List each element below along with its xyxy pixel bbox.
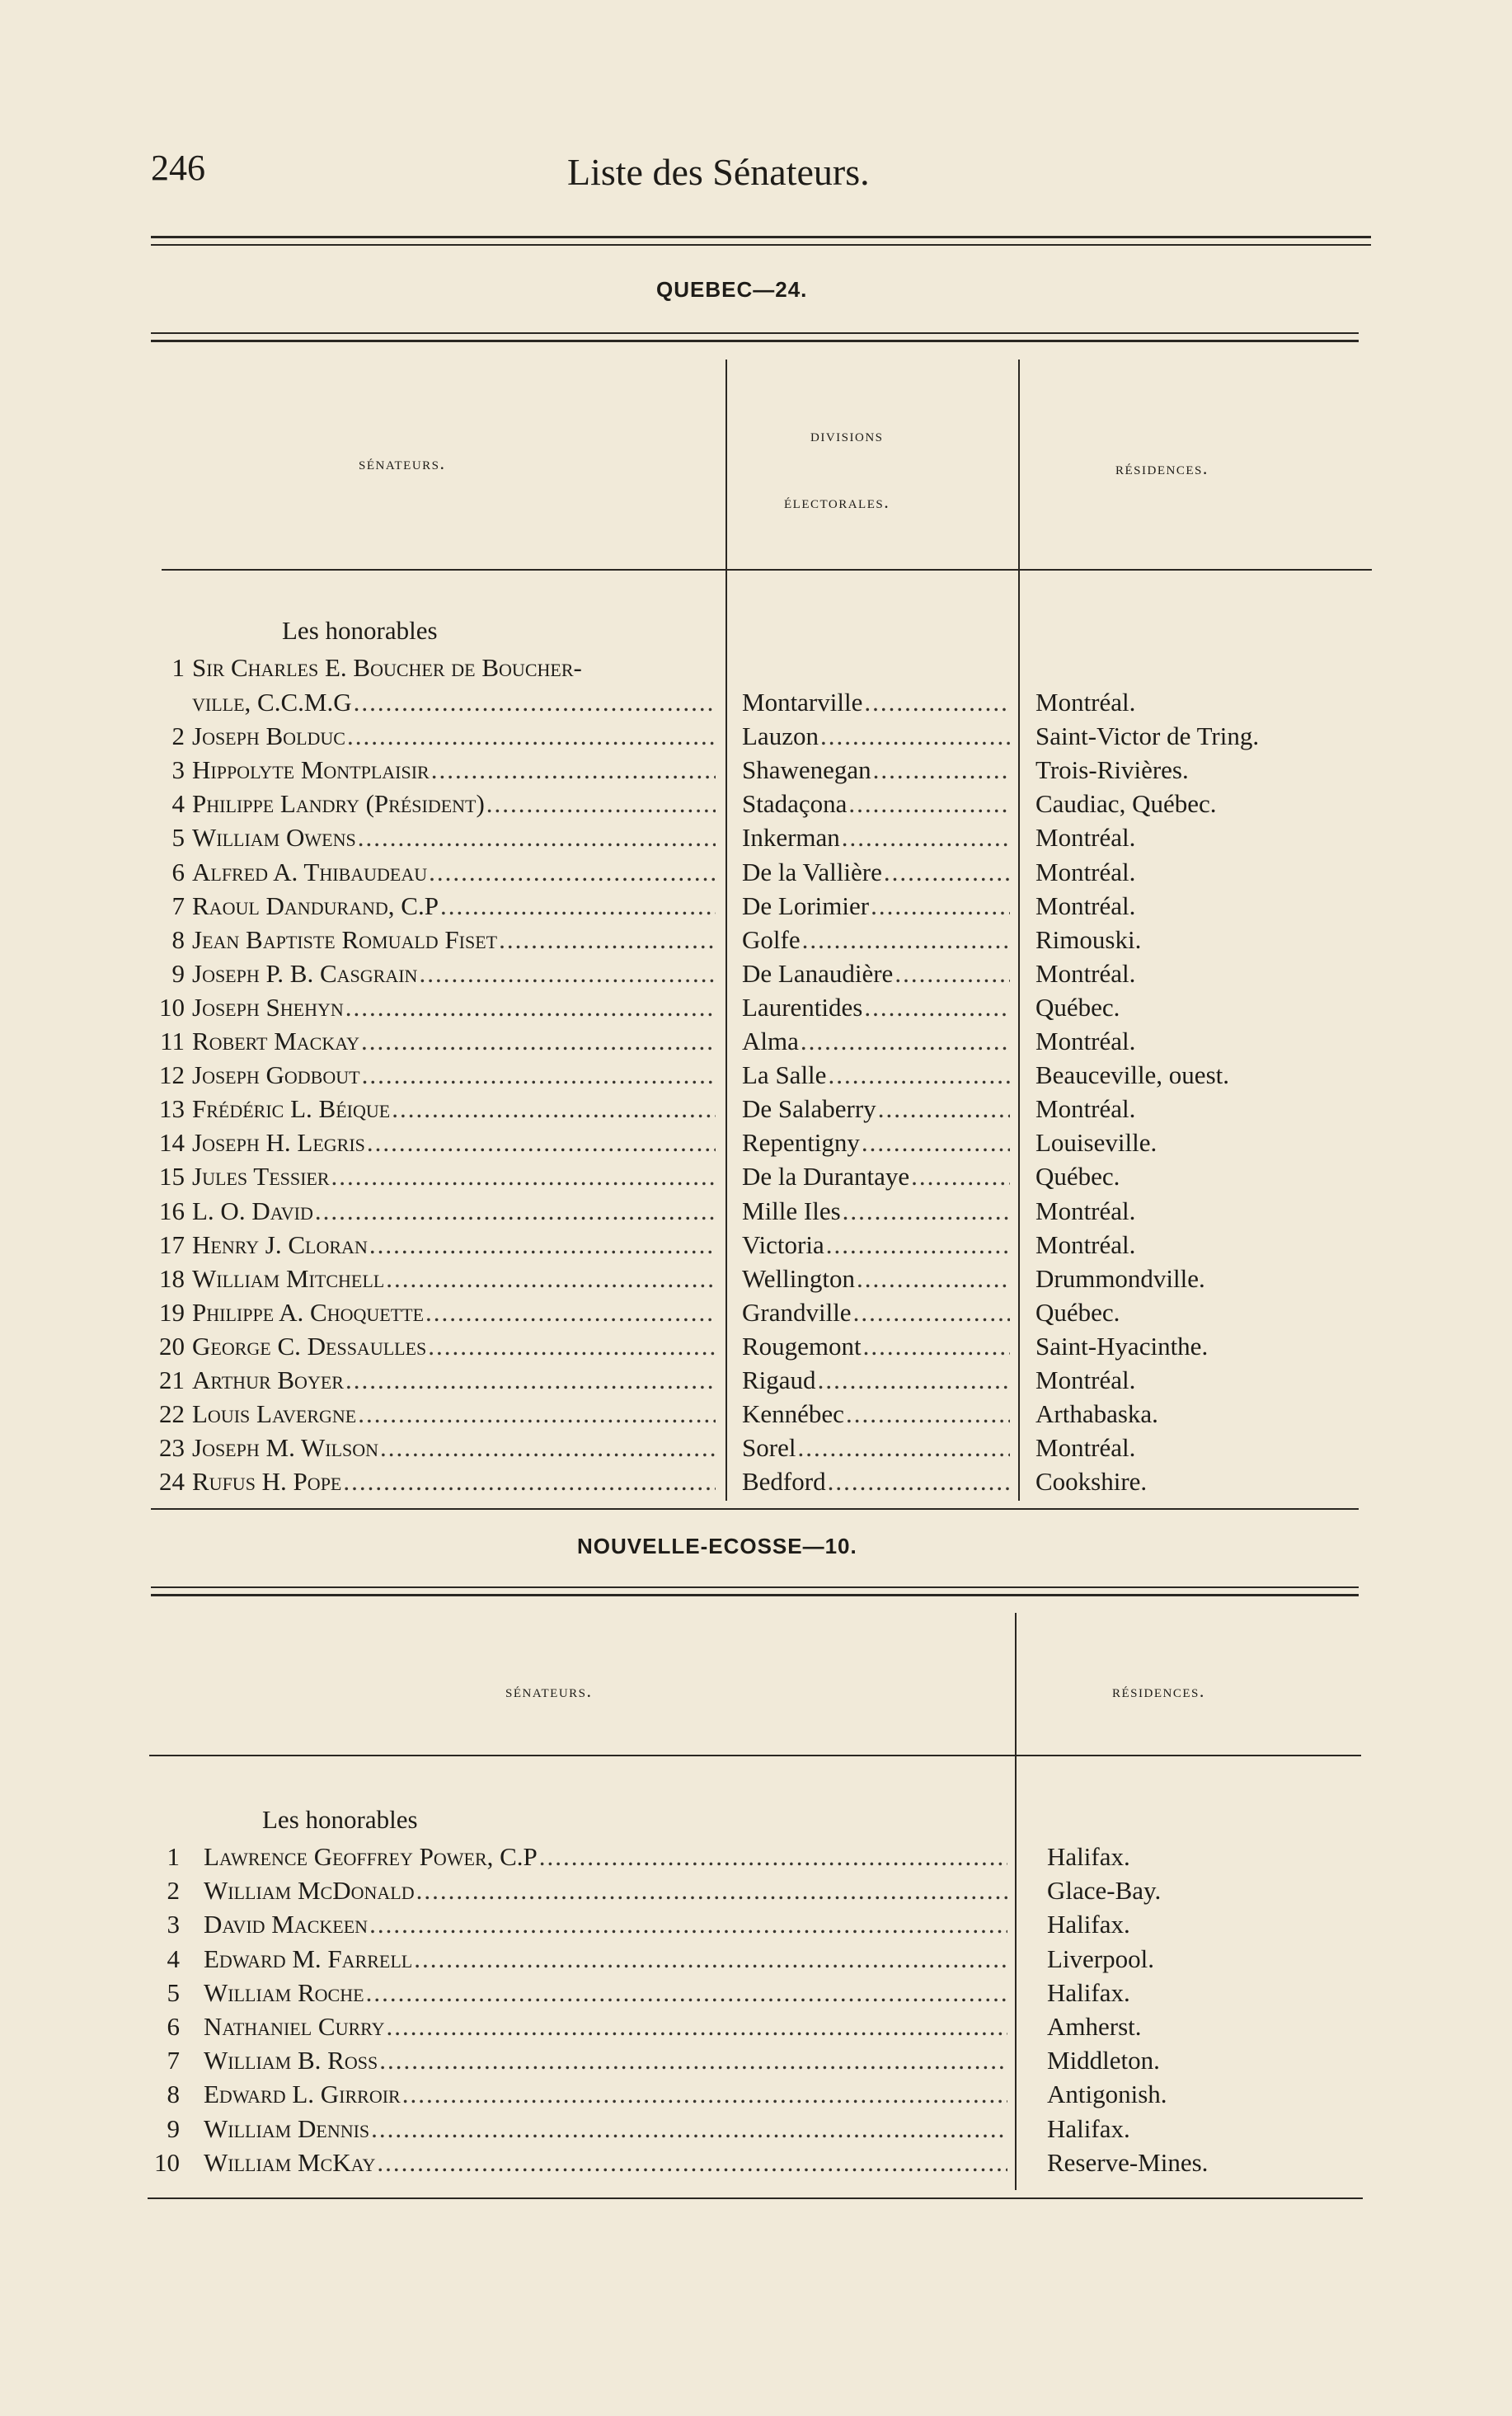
quebec-table-row [0,1159,1512,1193]
quebec-senator-name-text: Raoul Dandurand, C.P [192,891,439,920]
quebec-division-leader [864,990,1010,1024]
quebec-senator-name-text: Frédéric L. Béique [192,1094,391,1123]
quebec-senator-name-text: Robert Mackay [192,1027,359,1055]
quebec-senator-name-leader [354,685,716,719]
nova-scotia-senator-name [204,2043,1007,2077]
quebec-senator-name-leader [347,719,716,753]
quebec-division-leader [826,1228,1010,1262]
quebec-senator-name [192,990,716,1024]
quebec-row-number: 4 [171,789,185,818]
quebec-division [742,820,1010,854]
quebec-senator-name-leader [343,1464,716,1498]
quebec-table-row [0,1431,1512,1464]
quebec-senator-name-text: Joseph H. Legris [192,1128,365,1157]
quebec-residence: Saint-Victor de Tring. [1035,722,1260,750]
nova-scotia-section-title: NOUVELLE-ECOSSE—10. [577,1534,857,1558]
quebec-row-number: 18 [159,1264,185,1293]
quebec-senator-name-text: Arthur Boyer [192,1365,344,1394]
nova-scotia-row-number: 6 [167,2012,180,2041]
nova-scotia-rule-top-2 [151,1594,1359,1596]
quebec-table-row [0,787,1512,820]
nova-scotia-senator-name-text: William McKay [204,2148,376,2177]
quebec-senator-name [192,1126,716,1159]
quebec-senator-name-leader [361,1024,716,1058]
nova-scotia-row-number: 3 [167,1910,180,1939]
quebec-division [742,1329,1010,1363]
quebec-residence: Beauceville, ouest. [1035,1060,1229,1089]
quebec-senator-name [192,1464,716,1498]
quebec-division-text: Victoria [742,1230,824,1259]
quebec-senator-name-leader [386,1262,716,1295]
quebec-table-row [0,1058,1512,1092]
quebec-intro: Les honorables [282,616,438,645]
nova-scotia-senator-name-text: Edward M. Farrell [204,1944,413,1973]
nova-scotia-table-row [0,1907,1512,1941]
quebec-division-leader [853,1295,1010,1329]
nova-scotia-residence: Glace-Bay. [1047,1876,1162,1905]
quebec-row-1-name-line1: Sir Charles E. Boucher de Boucher- [192,653,582,682]
quebec-senator-name-text: Joseph M. Wilson [192,1433,379,1462]
quebec-senator-name [192,1431,716,1464]
quebec-senator-name [192,1262,716,1295]
quebec-residence: Montréal. [1035,823,1136,852]
quebec-header-rule [162,569,1372,571]
quebec-senator-name-leader [429,855,716,889]
quebec-table-row [0,685,1512,719]
quebec-row-1-number: 1 [171,653,185,682]
quebec-division-leader [828,1464,1010,1498]
nova-scotia-residence: Reserve-Mines. [1047,2148,1209,2177]
quebec-row-number: 17 [159,1230,185,1259]
quebec-division-leader [843,1194,1010,1228]
quebec-division-text: Mille Iles [742,1196,841,1225]
nova-scotia-senator-name-text: William Dennis [204,2114,370,2143]
nova-scotia-residence: Liverpool. [1047,1944,1154,1973]
quebec-row-number: 3 [171,755,185,784]
quebec-residence: Saint-Hyacinthe. [1035,1332,1209,1361]
quebec-residence: Montréal. [1035,1196,1136,1225]
quebec-row-number: 19 [159,1298,185,1327]
header-rule-top [151,236,1371,238]
page-title: Liste des Sénateurs. [567,151,870,193]
quebec-division-text: De Lanaudière [742,959,894,988]
nova-scotia-senator-name-leader [379,2043,1007,2077]
quebec-table-row [0,1363,1512,1397]
nova-scotia-senator-name-leader [369,1907,1007,1941]
nova-scotia-senator-name-leader [402,2077,1007,2111]
quebec-senator-name-text: Joseph P. B. Casgrain [192,959,418,988]
quebec-senator-name [192,1159,716,1193]
quebec-table-row [0,1397,1512,1431]
quebec-division-text: De la Vallière [742,858,882,886]
quebec-table-row [0,753,1512,787]
quebec-senator-name-text: Jules Tessier [192,1162,330,1191]
quebec-residence: Montréal. [1035,891,1136,920]
nova-scotia-senator-name [204,1873,1007,1907]
quebec-division [742,1058,1010,1092]
quebec-residence: Montréal. [1035,1433,1136,1462]
nova-scotia-senator-name [204,1942,1007,1976]
quebec-row-number: 10 [159,993,185,1022]
quebec-division-text: Kennébec [742,1399,844,1428]
quebec-division [742,1194,1010,1228]
quebec-division-text: Montarville [742,688,863,717]
nova-scotia-table-row [0,1976,1512,2009]
nova-scotia-table-row [0,2009,1512,2043]
nova-scotia-senator-name-leader [366,1976,1007,2009]
quebec-senator-name [192,1194,716,1228]
quebec-division [742,1397,1010,1431]
nova-scotia-rule-bottom [148,2197,1363,2199]
quebec-division [742,685,1010,719]
quebec-senator-name-leader [380,1431,716,1464]
quebec-senator-name-leader [425,1295,716,1329]
quebec-residence: Québec. [1035,1162,1120,1191]
quebec-division [742,855,1010,889]
quebec-residence: Cookshire. [1035,1467,1148,1496]
quebec-senator-name-text: Jean Baptiste Romuald Fiset [192,925,498,954]
quebec-senator-name [192,1092,716,1126]
quebec-division-text: Shawenegan [742,755,871,784]
quebec-senator-name [192,1058,716,1092]
quebec-senator-name-text: Rufus H. Pope [192,1467,342,1496]
nova-scotia-senator-name-text: Lawrence Geoffrey Power, C.P [204,1842,538,1871]
quebec-rule-top-2 [151,340,1359,342]
quebec-residence: Louiseville. [1035,1128,1157,1157]
nova-scotia-residence: Halifax. [1047,2114,1130,2143]
quebec-division-leader [842,820,1010,854]
quebec-residence: Caudiac, Québec. [1035,789,1217,818]
quebec-division-text: De Lorimier [742,891,870,920]
quebec-division-text: Rougemont [742,1332,862,1361]
quebec-senator-name-leader [315,1194,716,1228]
page-number: 246 [151,148,205,188]
nova-scotia-residence: Halifax. [1047,1842,1130,1871]
quebec-col-residences: résidences. [1115,458,1209,478]
quebec-table-row [0,957,1512,990]
quebec-division-text: Laurentides [742,993,863,1022]
quebec-division-leader [864,685,1010,719]
quebec-residence: Montréal. [1035,688,1136,717]
quebec-senator-name-text: L. O. David [192,1196,313,1225]
nova-scotia-row-number: 2 [167,1876,180,1905]
quebec-senator-name [192,1024,716,1058]
nova-scotia-table-row [0,1840,1512,1873]
quebec-division-text: Grandville [742,1298,852,1327]
nova-scotia-senator-name-text: William B. Ross [204,2046,378,2075]
nova-scotia-row-number: 8 [167,2080,180,2108]
quebec-senator-name-leader [358,1397,716,1431]
quebec-division [742,1262,1010,1295]
quebec-row-number: 23 [159,1433,185,1462]
nova-scotia-senator-name [204,2112,1007,2146]
quebec-residence: Drummondville. [1035,1264,1205,1293]
nova-scotia-row-number: 10 [154,2148,180,2177]
nova-scotia-senator-name-leader [414,1942,1007,1976]
quebec-residence: Montréal. [1035,959,1136,988]
nova-scotia-table-row [0,2146,1512,2179]
quebec-senator-name-leader [431,753,716,787]
quebec-senator-name-text: William Mitchell [192,1264,385,1293]
quebec-table-row [0,1126,1512,1159]
quebec-division-text: Golfe [742,925,801,954]
quebec-senator-name-text: Joseph Godbout [192,1060,360,1089]
nova-scotia-senator-name-text: David Mackeen [204,1910,369,1939]
quebec-senator-name [192,1228,716,1262]
quebec-senator-name-text: Louis Lavergne [192,1399,357,1428]
nova-scotia-residence: Amherst. [1047,2012,1142,2041]
quebec-residence: Québec. [1035,993,1120,1022]
quebec-row-number: 5 [171,823,185,852]
quebec-division-text: Lauzon [742,722,819,750]
nova-scotia-table-row [0,2077,1512,2111]
nova-scotia-senator-name-leader [377,2146,1007,2179]
nova-scotia-residence: Antigonish. [1047,2080,1167,2108]
quebec-division-leader [846,1397,1010,1431]
quebec-division [742,1363,1010,1397]
quebec-senator-name [192,719,716,753]
quebec-row-number: 16 [159,1196,185,1225]
quebec-col-divisions-2: électorales. [784,491,890,512]
quebec-senator-name-text: Alfred A. Thibaudeau [192,858,428,886]
quebec-division [742,1024,1010,1058]
quebec-division-text: De la Durantaye [742,1162,910,1191]
nova-scotia-intro: Les honorables [262,1805,418,1834]
nova-scotia-table-row [0,2112,1512,2146]
quebec-senator-name-text: Joseph Shehyn [192,993,344,1022]
nova-scotia-residence: Halifax. [1047,1910,1130,1939]
quebec-row-number: 14 [159,1128,185,1157]
quebec-division-leader [884,855,1010,889]
nova-scotia-col-senators: sénateurs. [505,1680,593,1701]
quebec-residence: Québec. [1035,1298,1120,1327]
quebec-col-senators: sénateurs. [359,453,446,473]
quebec-division [742,1092,1010,1126]
quebec-senator-name-leader [358,820,716,854]
nova-scotia-row-number: 5 [167,1978,180,2007]
quebec-division [742,1228,1010,1262]
nova-scotia-senator-name-text: William McDonald [204,1876,415,1905]
nova-scotia-senator-name [204,1907,1007,1941]
quebec-division [742,753,1010,787]
quebec-division-leader [818,1363,1010,1397]
quebec-division [742,1159,1010,1193]
nova-scotia-senator-name-text: William Roche [204,1978,364,2007]
header-rule-bottom [151,244,1371,246]
quebec-table-row [0,1329,1512,1363]
quebec-row-number: 11 [160,1027,185,1055]
quebec-senator-name [192,1397,716,1431]
quebec-row-number: 9 [171,959,185,988]
quebec-division [742,957,1010,990]
quebec-row-number: 12 [159,1060,185,1089]
nova-scotia-rule-top [151,1586,1359,1588]
nova-scotia-senator-name-leader [539,1840,1007,1873]
quebec-table-row [0,990,1512,1024]
quebec-division-leader [911,1159,1010,1193]
quebec-division-leader [863,1329,1010,1363]
quebec-senator-name-leader [499,923,716,957]
nova-scotia-col-residences: résidences. [1112,1680,1205,1701]
nova-scotia-senator-name [204,1976,1007,2009]
nova-scotia-residence: Middleton. [1047,2046,1160,2075]
quebec-table-row [0,1092,1512,1126]
quebec-division-leader [848,787,1010,820]
quebec-row-number: 21 [159,1365,185,1394]
quebec-division-text: Wellington [742,1264,855,1293]
quebec-division-leader [878,1092,1010,1126]
nova-scotia-table-row [0,2043,1512,2077]
nova-scotia-senator-name-text: Edward L. Girroir [204,2080,401,2108]
quebec-senator-name-text: Hippolyte Montplaisir [192,755,430,784]
quebec-senator-name-leader [419,957,716,990]
quebec-division [742,787,1010,820]
quebec-senator-name-text: William Owens [192,823,356,852]
quebec-table-row [0,719,1512,753]
quebec-table-row [0,855,1512,889]
quebec-senator-name [192,1363,716,1397]
quebec-col-divisions-1: divisions [810,425,884,445]
nova-scotia-residence: Halifax. [1047,1978,1130,2007]
nova-scotia-senator-name [204,2077,1007,2111]
quebec-division [742,1295,1010,1329]
quebec-division-text: Repentigny [742,1128,860,1157]
quebec-row-number: 2 [171,722,185,750]
quebec-table-row [0,1194,1512,1228]
nova-scotia-row-number: 1 [167,1842,180,1871]
nova-scotia-table-row [0,1942,1512,1976]
quebec-division-text: De Salaberry [742,1094,876,1123]
quebec-row-number: 24 [159,1467,185,1496]
quebec-section-title: QUEBEC—24. [656,277,808,302]
quebec-residence: Arthabaska. [1035,1399,1158,1428]
quebec-senator-name-text: Henry J. Cloran [192,1230,368,1259]
quebec-division-text: Alma [742,1027,799,1055]
quebec-table-row [0,923,1512,957]
quebec-senator-name-leader [428,1329,716,1363]
quebec-senator-name-leader [369,1228,716,1262]
quebec-division [742,719,1010,753]
quebec-table-row [0,820,1512,854]
nova-scotia-senator-name-text: Nathaniel Curry [204,2012,385,2041]
quebec-senator-name-leader [440,889,716,923]
quebec-division [742,1464,1010,1498]
quebec-division-text: Inkerman [742,823,840,852]
quebec-senator-name [192,1295,716,1329]
quebec-division [742,923,1010,957]
nova-scotia-senator-name [204,1840,1007,1873]
quebec-senator-name [192,753,716,787]
quebec-senator-name [192,685,716,719]
quebec-row-number: 6 [171,858,185,886]
nova-scotia-row-number: 7 [167,2046,180,2075]
quebec-senator-name-leader [392,1092,716,1126]
quebec-senator-name [192,923,716,957]
quebec-senator-name-text: Philippe Landry (Président) [192,789,485,818]
quebec-division [742,1126,1010,1159]
quebec-table-row [0,1295,1512,1329]
nova-scotia-senator-name [204,2146,1007,2179]
quebec-senator-name-leader [345,1363,716,1397]
quebec-senator-name-text: Philippe A. Choquette [192,1298,425,1327]
quebec-division-leader [895,957,1010,990]
quebec-table-row [0,1464,1512,1498]
quebec-senator-name-leader [345,990,716,1024]
quebec-division-leader [873,753,1010,787]
quebec-table-row [0,1024,1512,1058]
quebec-senator-name [192,1329,716,1363]
nova-scotia-senator-name-leader [371,2112,1007,2146]
quebec-table-row [0,889,1512,923]
nova-scotia-senator-name-leader [416,1873,1007,1907]
quebec-division [742,1431,1010,1464]
quebec-division-leader [820,719,1010,753]
quebec-table-row [0,1262,1512,1295]
nova-scotia-row-number: 9 [167,2114,180,2143]
quebec-senator-name-text: George C. Dessaulles [192,1332,427,1361]
nova-scotia-row-number: 4 [167,1944,180,1973]
nova-scotia-header-rule [149,1755,1361,1756]
quebec-senator-name [192,820,716,854]
quebec-rule-top [151,332,1359,334]
quebec-row-number: 22 [159,1399,185,1428]
quebec-residence: Rimouski. [1035,925,1142,954]
quebec-division [742,990,1010,1024]
quebec-division-leader [802,923,1010,957]
quebec-division-leader [857,1262,1010,1295]
quebec-division [742,889,1010,923]
quebec-division-text: Sorel [742,1433,796,1462]
quebec-residence: Trois-Rivières. [1035,755,1189,784]
quebec-row-number: 8 [171,925,185,954]
quebec-residence: Montréal. [1035,1094,1136,1123]
quebec-division-leader [801,1024,1010,1058]
quebec-row-number: 15 [159,1162,185,1191]
quebec-rule-bottom [151,1508,1359,1510]
quebec-senator-name-text: ville, C.C.M.G [192,688,352,717]
quebec-senator-name [192,787,716,820]
quebec-senator-name-leader [362,1058,716,1092]
quebec-division-text: La Salle [742,1060,827,1089]
quebec-residence: Montréal. [1035,858,1136,886]
nova-scotia-senator-name [204,2009,1007,2043]
quebec-senator-name-text: Joseph Bolduc [192,722,345,750]
quebec-division-text: Rigaud [742,1365,816,1394]
quebec-division-leader [797,1431,1010,1464]
quebec-senator-name [192,889,716,923]
quebec-division-leader [871,889,1010,923]
quebec-senator-name [192,855,716,889]
quebec-row-number: 7 [171,891,185,920]
quebec-senator-name [192,957,716,990]
quebec-senator-name-leader [331,1159,716,1193]
quebec-residence: Montréal. [1035,1365,1136,1394]
quebec-residence: Montréal. [1035,1027,1136,1055]
quebec-residence: Montréal. [1035,1230,1136,1259]
quebec-division-leader [862,1126,1010,1159]
quebec-senator-name-leader [486,787,716,820]
nova-scotia-senator-name-leader [386,2009,1007,2043]
quebec-division-leader [828,1058,1010,1092]
quebec-row-number: 20 [159,1332,185,1361]
quebec-division-text: Bedford [742,1467,826,1496]
quebec-division-text: Stadaçona [742,789,848,818]
quebec-senator-name-leader [367,1126,716,1159]
quebec-row-number: 13 [159,1094,185,1123]
quebec-table-row [0,1228,1512,1262]
nova-scotia-table-row [0,1873,1512,1907]
